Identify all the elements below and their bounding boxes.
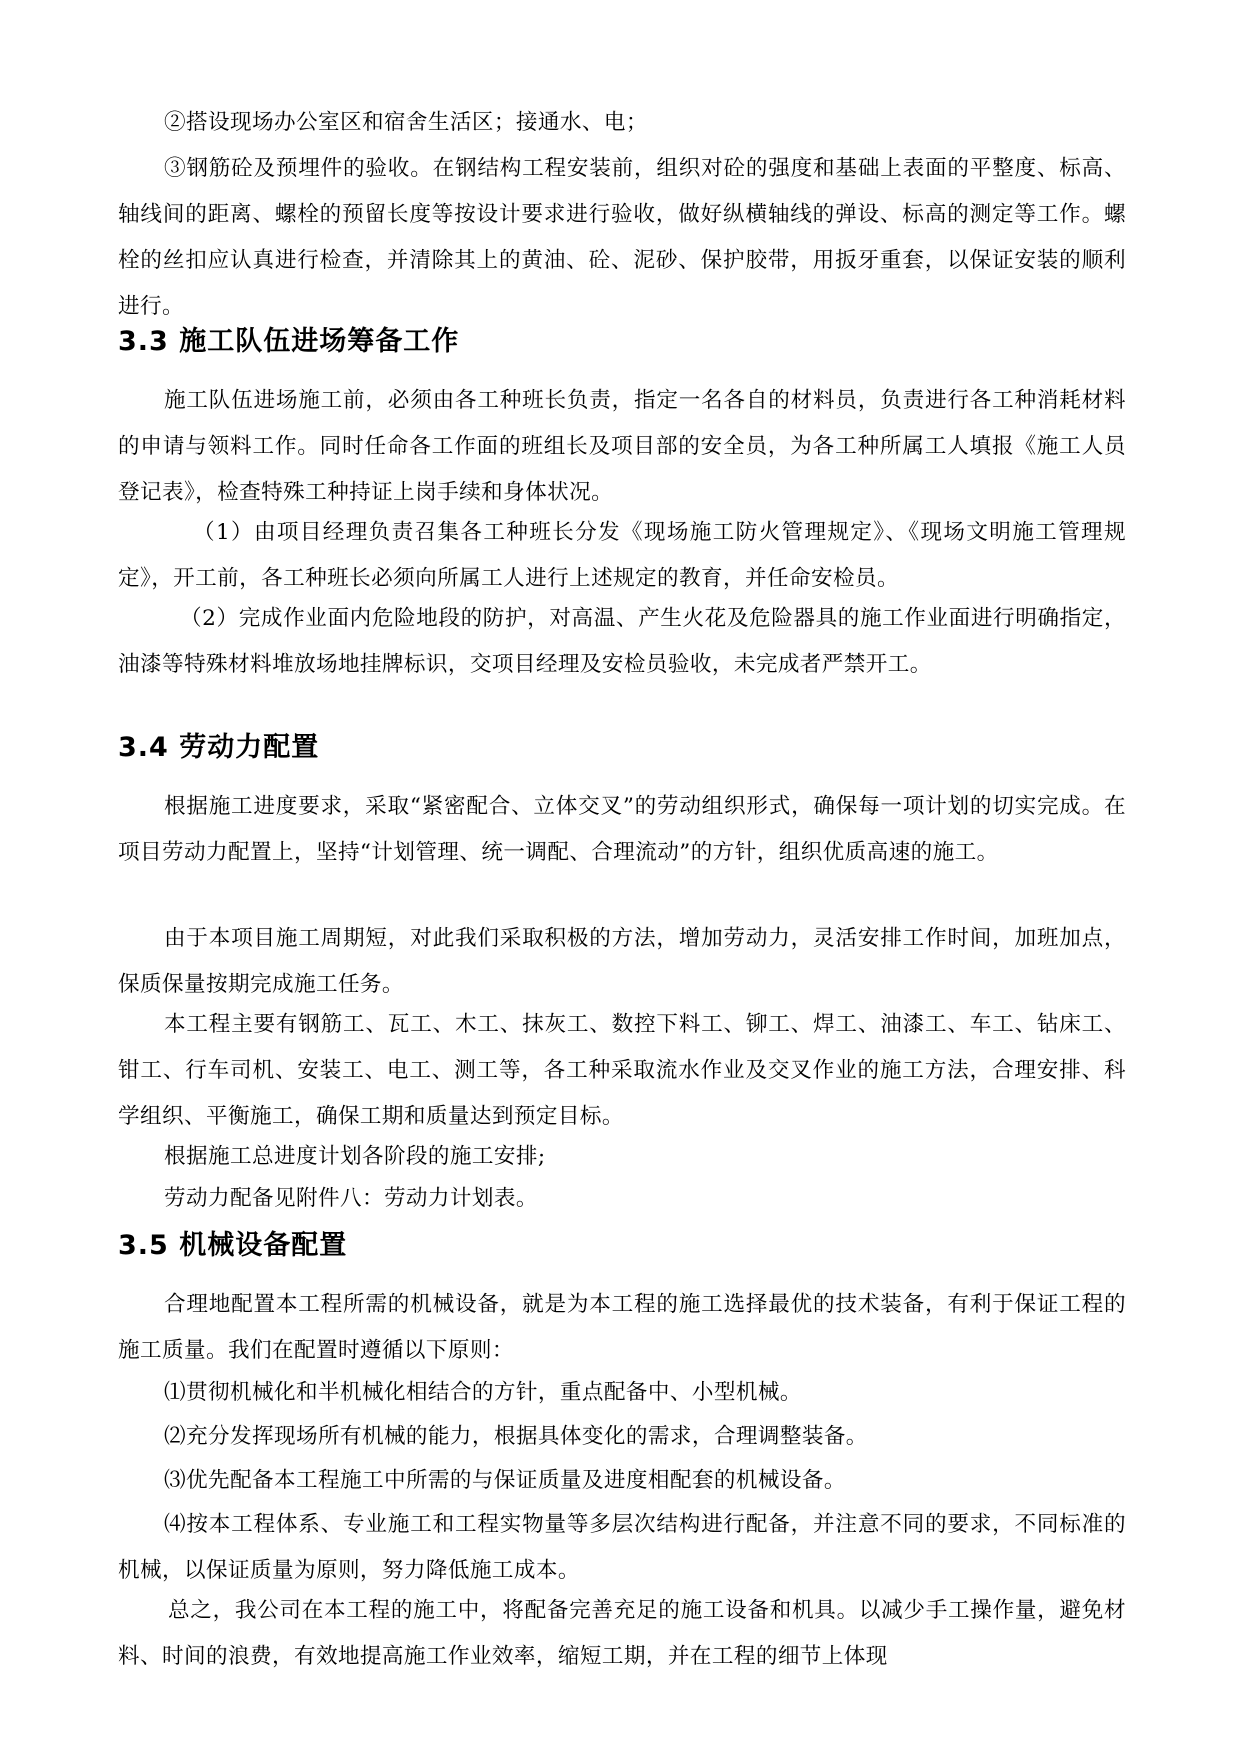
paragraph-conclusion: 总之，我公司在本工程的施工中，将配备完善充足的施工设备和机具。以减少手工操作量，避免材料、时间的浪费，有效地提高施工作业效率，缩短工期，并在工程的细节上体现 (118, 1598, 1126, 1669)
section-heading-3-3: 3.3 施工队伍进场筹备工作 (118, 326, 460, 357)
paragraph-item-1: （1）由项目经理负责召集各工种班长分发《现场施工防火管理规定》、《现场文明施工管理规定》，开工前，各工种班长必须向所属工人进行上述规定的教育，并任命安检员。 (118, 520, 1126, 591)
paragraph-labor-organization: 根据施工进度要求，采取“紧密配合、立体交叉”的劳动组织形式，确保每一项计划的切实完成。在项目劳动力配置上，坚持“计划管理、统一调配、合理流动”的方针，组织优质高速的施工。 (118, 794, 1126, 865)
paragraph-schedule-arrangement: 根据施工总进度计划各阶段的施工安排; (164, 1144, 546, 1169)
paragraph-equipment-intro: 合理地配置本工程所需的机械设备，就是为本工程的施工选择最优的技术装备，有利于保证工程的施工质量。我们在配置时遵循以下原则： (118, 1292, 1126, 1363)
paragraph-rebar-acceptance: ③钢筋砼及预埋件的验收。在钢结构工程安装前，组织对砼的强度和基础上表面的平整度、标高、轴线间的距离、螺栓的预留长度等按设计要求进行验收，做好纵横轴线的弹设、标高的测定等工作。螺栓的丝扣应认真进行检查，并清除其上的黄油、砼、泥砂、保护胶带，用扳牙重套，以保证安装的顺利进行。 (118, 156, 1126, 319)
paragraph-principle-1: ⑴贯彻机械化和半机械化相结合的方针，重点配备中、小型机械。 (164, 1380, 802, 1405)
paragraph-short-period: 由于本项目施工周期短，对此我们采取积极的方法，增加劳动力，灵活安排工作时间，加班加点，保质保量按期完成施工任务。 (118, 926, 1126, 997)
paragraph-principle-3: ⑶优先配备本工程施工中所需的与保证质量及进度相配套的机械设备。 (164, 1468, 846, 1493)
paragraph-labor-plan-reference: 劳动力配备见附件八：劳动力计划表。 (164, 1186, 538, 1211)
section-heading-3-5: 3.5 机械设备配置 (118, 1230, 348, 1261)
paragraph-trades-list: 本工程主要有钢筋工、瓦工、木工、抹灰工、数控下料工、铆工、焊工、油漆工、车工、钻床工、钳工、行车司机、安装工、电工、测工等，各工种采取流水作业及交叉作业的施工方法，合理安排、科学组织、平衡施工，确保工期和质量达到预定目标。 (118, 1012, 1126, 1129)
section-heading-3-4: 3.4 劳动力配置 (118, 732, 320, 763)
paragraph-site-office: ②搭设现场办公室区和宿舍生活区；接通水、电； (164, 110, 648, 135)
paragraph-item-2: （2）完成作业面内危险地段的防护，对高温、产生火花及危险器具的施工作业面进行明确指定，油漆等特殊材料堆放场地挂牌标识，交项目经理及安检员验收，未完成者严禁开工。 (118, 606, 1126, 677)
paragraph-principle-4: ⑷按本工程体系、专业施工和工程实物量等多层次结构进行配备，并注意不同的要求，不同标准的机械，以保证质量为原则，努力降低施工成本。 (118, 1512, 1126, 1583)
paragraph-principle-2: ⑵充分发挥现场所有机械的能力，根据具体变化的需求，合理调整装备。 (164, 1424, 868, 1449)
paragraph-team-preparation: 施工队伍进场施工前，必须由各工种班长负责，指定一名各自的材料员，负责进行各工种消耗材料的申请与领料工作。同时任命各工作面的班组长及项目部的安全员，为各工种所属工人填报《施工人员登记表》，检查特殊工种持证上岗手续和身体状况。 (118, 388, 1126, 505)
